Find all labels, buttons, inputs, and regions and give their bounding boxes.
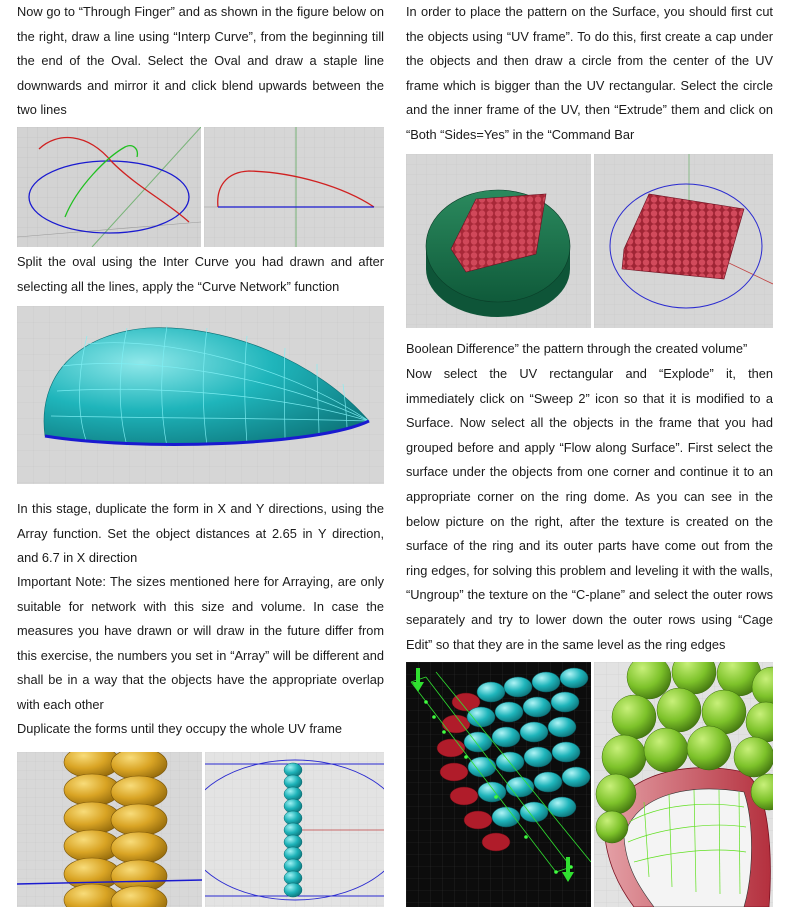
figure-extruded-cap-with-pattern xyxy=(406,154,591,328)
figure-gold-array xyxy=(17,752,202,907)
left-paragraph-1: Now go to “Through Finger” and as shown in the figure below on the right, draw a line using “Interp Curve”, from the beginning till the end of the Oval. Select the Oval and draw a staple line downwards and mirror it and click blend upwards between the two lines xyxy=(17,4,384,118)
left-paragraph-2: Split the oval using the Inter Curve you had drawn and after selecting all the lines, apply the “Curve Network” function xyxy=(17,254,384,294)
figure-ring-leveled-texture xyxy=(594,662,773,907)
left-paragraph-3: In this stage, duplicate the form in X and Y directions, using the Array function. Set the object distances at 2.65 in Y direction, and 6.7 in X direction xyxy=(17,501,384,566)
figure-cage-edit-rows xyxy=(406,662,591,907)
right-paragraph-2: Boolean Difference” the pattern through the created volume” xyxy=(406,341,748,356)
left-paragraph-5: Duplicate the forms until they occupy the whole UV frame xyxy=(17,721,343,736)
figure-teal-array-uv-frame xyxy=(205,752,384,907)
figure-curve-network-shell xyxy=(17,306,384,484)
right-paragraph-1: In order to place the pattern on the Surface, you should first cut the objects using “UV frame”. To do this, first create a cap under the objects and then draw a circle from the center of the UV frame which is bigger than the UV rectangular. Select the circle and the inner frame of the UV, then “Extrude” them and click on “Both “Sides=Yes” in the “Command Bar xyxy=(406,4,773,142)
figure-boolean-pattern-result xyxy=(594,154,773,328)
figure-oval-profile-side xyxy=(204,127,384,247)
right-paragraph-3: Now select the UV rectangular and “Explode” it, then immediately click on “Sweep 2” icon so that it is modified to a Surface. Now select all the objects in the frame that you had grouped before and apply “Flow along Surface”. First select the surface under the objects from one corner and continue it to an appropriate corner on the ring dome. As you can see in the below picture on the right, after the texture is created on the surface of the ring and its outer parts have come out from the ring edges, for solving this problem and leveling it with the walls, “Ungroup” the texture on the “C-plane” and select the outer rows separately and try to lower down the outer rows using “Cage Edit” so that they are in the same level as the ring edges xyxy=(406,366,773,652)
figure-oval-curves-perspective xyxy=(17,127,201,247)
left-paragraph-4: Important Note: The sizes mentioned here for Arraying, are only suitable for network with this size and volume. In case the measures you have drawn or will draw in the future differ from this exercise, the numbers you set in “Array” will be different and shall be in a way that the objects have the appropriate overlap with each other xyxy=(17,574,384,712)
